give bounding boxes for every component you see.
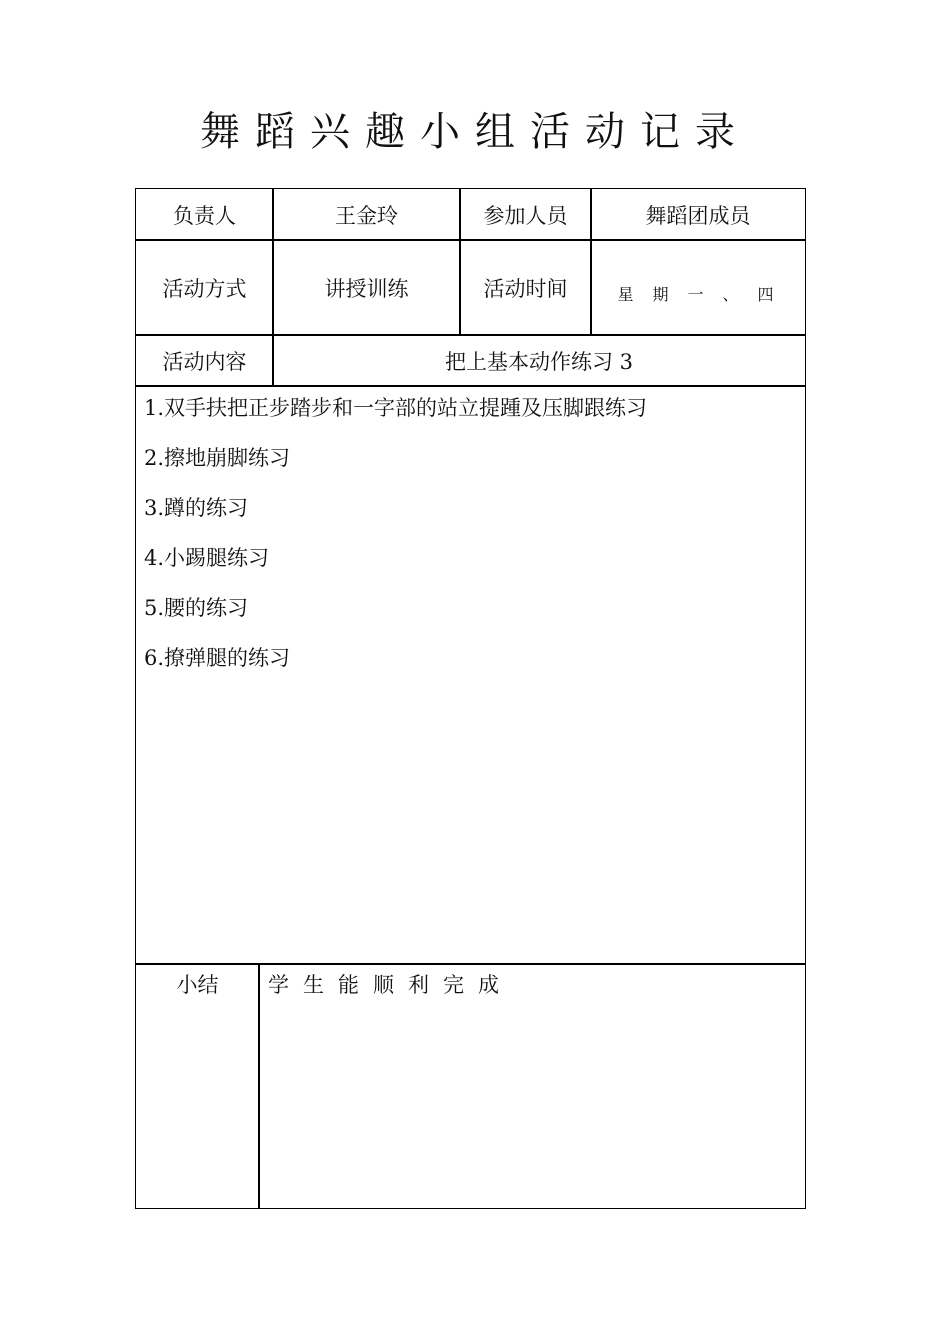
summary-text: 学生能顺利完成 [268,973,513,997]
time-label: 活动时间 [483,276,568,301]
content-label: 活动内容 [162,349,247,374]
list-item: 3.蹲的练习 [144,496,249,520]
summary-label: 小结 [176,973,219,997]
row-divider [135,963,806,965]
page-title: 舞蹈兴趣小组活动记录 [200,109,750,155]
method-value: 讲授训练 [324,276,409,301]
list-item: 5.腰的练习 [144,596,249,620]
list-item: 2.擦地崩脚练习 [144,446,291,470]
row-divider [135,385,806,387]
time-value: 星期一、四 [617,285,793,304]
list-item: 4.小踢腿练习 [144,546,270,570]
participants-label: 参加人员 [483,203,568,228]
responsible-value: 王金玲 [335,203,398,228]
list-item: 6.撩弹腿的练习 [144,646,291,670]
list-item: 1.双手扶把正步踏步和一字部的站立提踵及压脚跟练习 [144,396,648,420]
column-divider [258,963,260,1209]
activity-content-list [144,390,794,690]
participants-value: 舞蹈团成员 [645,203,751,228]
responsible-label: 负责人 [173,203,236,228]
method-label: 活动方式 [162,276,247,301]
content-value: 把上基本动作练习 3 [444,349,634,374]
